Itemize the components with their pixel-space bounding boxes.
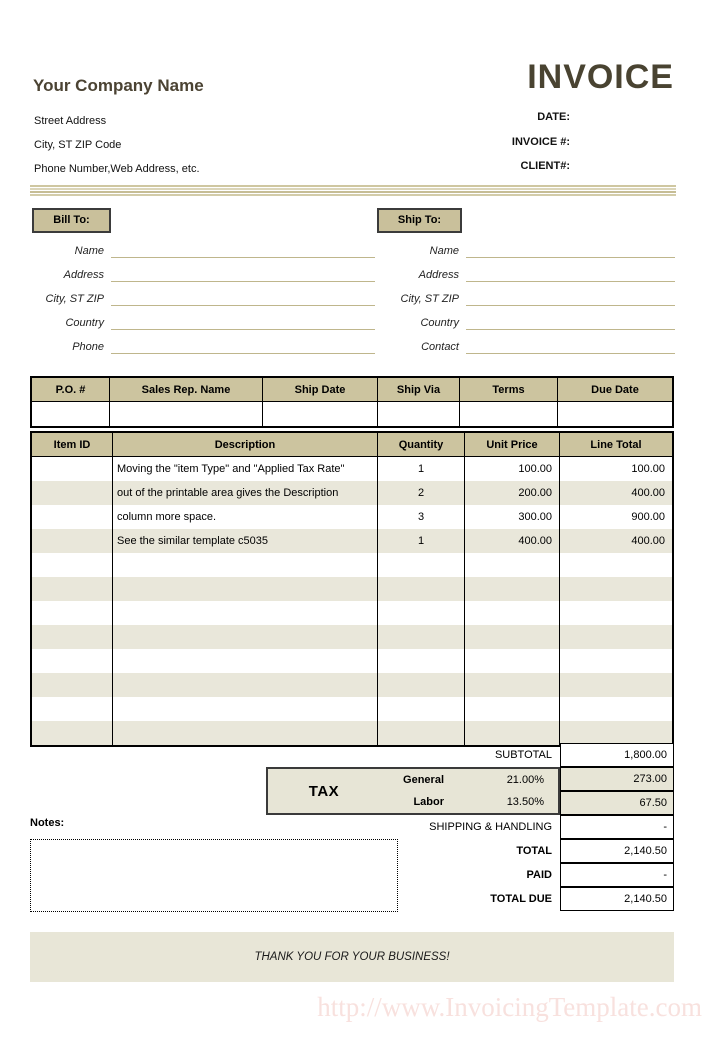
item-id-cell	[32, 625, 113, 649]
ship-to-fields	[377, 234, 675, 354]
total-due-value: 2,140.50	[560, 887, 674, 911]
total-due-label: TOTAL DUE	[490, 893, 552, 905]
party-field-row	[377, 258, 675, 282]
unit-price-cell	[465, 721, 560, 745]
field-label: Contact	[421, 341, 459, 353]
description-cell: Moving the "item Type" and "Applied Tax Rate"	[113, 457, 378, 481]
tax-name: Labor	[413, 796, 444, 808]
po-header-cell: Due Date	[558, 378, 672, 402]
line-total-cell	[560, 649, 672, 673]
unit-price-cell	[465, 625, 560, 649]
unit-price-cell: 100.00	[465, 457, 560, 481]
description-cell	[113, 649, 378, 673]
description-cell	[113, 601, 378, 625]
description-cell	[113, 721, 378, 745]
line-total-cell	[560, 601, 672, 625]
po-cell[interactable]	[32, 402, 110, 426]
description-cell: out of the printable area gives the Description	[113, 481, 378, 505]
item-id-cell	[32, 721, 113, 745]
items-table	[30, 431, 674, 747]
quantity-cell	[378, 697, 465, 721]
po-cell[interactable]	[558, 402, 672, 426]
tax-row	[380, 769, 558, 791]
description-cell: See the similar template c5035	[113, 529, 378, 553]
po-cell[interactable]	[110, 402, 263, 426]
unit-price-cell	[465, 673, 560, 697]
quantity-cell	[378, 673, 465, 697]
company-address-line: Phone Number,Web Address, etc.	[34, 163, 200, 175]
field-label: City, ST ZIP	[45, 293, 104, 305]
field-label: Phone	[72, 341, 104, 353]
field-label: Country	[65, 317, 104, 329]
unit-price-cell	[465, 601, 560, 625]
shipping-label: SHIPPING & HANDLING	[429, 821, 552, 833]
fill-line[interactable]	[466, 237, 675, 258]
line-total-cell: 900.00	[631, 511, 665, 523]
field-label: Address	[63, 269, 104, 281]
ship-to-header: Ship To:	[377, 208, 462, 233]
unit-price-cell	[465, 697, 560, 721]
item-id-cell	[32, 505, 113, 529]
field-label: Country	[420, 317, 459, 329]
line-total-cell: 100.00	[631, 463, 665, 475]
po-header-cell: Ship Date	[263, 378, 378, 402]
tax-labor-amount: 67.50	[560, 791, 674, 815]
total-value: 2,140.50	[560, 839, 674, 863]
party-field-row	[377, 306, 675, 330]
header-divider	[30, 185, 676, 197]
fill-line[interactable]	[466, 285, 675, 306]
field-label: Name	[429, 245, 459, 257]
po-header-cell: Sales Rep. Name	[110, 378, 263, 402]
fill-line[interactable]	[111, 285, 375, 306]
unit-price-cell	[465, 553, 560, 577]
item-id-cell	[32, 529, 113, 553]
line-total-cell	[560, 721, 672, 745]
item-id-cell	[32, 481, 113, 505]
tax-rate: 13.50%	[506, 796, 544, 808]
line-total-cell	[560, 553, 672, 577]
po-cell[interactable]	[263, 402, 378, 426]
field-label: City, ST ZIP	[400, 293, 459, 305]
description-cell	[113, 553, 378, 577]
po-header-cell: Terms	[460, 378, 558, 402]
quantity-cell	[378, 721, 465, 745]
tax-rate: 21.00%	[506, 774, 544, 786]
total-label: TOTAL	[516, 845, 552, 857]
party-field-row	[32, 306, 375, 330]
item-id-cell	[32, 577, 113, 601]
invoice-number-label: INVOICE #:	[511, 136, 570, 148]
client-number-label: CLIENT#:	[520, 160, 570, 172]
tax-general-amount: 273.00	[560, 767, 674, 791]
notes-box[interactable]	[30, 839, 398, 912]
quantity-cell	[378, 577, 465, 601]
bill-to-fields	[32, 234, 375, 354]
totals-value-column	[560, 743, 674, 911]
shipping-value: -	[560, 815, 674, 839]
quantity-cell	[378, 649, 465, 673]
subtotal-value: 1,800.00	[560, 743, 674, 767]
company-name: Your Company Name	[33, 76, 204, 95]
description-cell	[113, 577, 378, 601]
unit-price-cell: 200.00	[465, 481, 560, 505]
fill-line[interactable]	[111, 237, 375, 258]
party-field-row	[377, 282, 675, 306]
description-cell	[113, 625, 378, 649]
party-field-row	[32, 234, 375, 258]
company-address-line: Street Address	[34, 115, 107, 127]
fill-line[interactable]	[466, 333, 675, 354]
fill-line[interactable]	[466, 261, 675, 282]
items-header-cell: Item ID	[32, 433, 113, 457]
po-header-cell: Ship Via	[378, 378, 460, 402]
date-label: DATE:	[537, 111, 570, 123]
quantity-cell	[378, 625, 465, 649]
paid-value: -	[560, 863, 674, 887]
tax-box	[266, 767, 560, 815]
fill-line[interactable]	[111, 333, 375, 354]
line-total-cell	[560, 673, 672, 697]
quantity-cell: 2	[378, 481, 465, 505]
party-field-row	[32, 330, 375, 354]
quantity-cell: 1	[378, 529, 465, 553]
party-field-row	[32, 282, 375, 306]
items-header-cell: Quantity	[378, 433, 465, 457]
tax-rows	[380, 769, 558, 813]
item-id-cell	[32, 673, 113, 697]
invoice-title: INVOICE	[527, 58, 674, 96]
notes-label: Notes:	[30, 817, 65, 829]
unit-price-cell: 300.00	[465, 505, 560, 529]
line-total-cell: 400.00	[560, 481, 672, 505]
field-label: Address	[418, 269, 459, 281]
item-id-cell	[32, 649, 113, 673]
unit-price-cell	[465, 649, 560, 673]
quantity-cell: 1	[378, 457, 465, 481]
po-cell[interactable]	[378, 402, 460, 426]
items-header-cell: Line Total	[560, 433, 672, 457]
tax-name: General	[403, 774, 444, 786]
line-total-cell	[560, 697, 672, 721]
company-address-line: City, ST ZIP Code	[34, 139, 122, 151]
fill-line[interactable]	[111, 261, 375, 282]
item-id-cell	[32, 553, 113, 577]
party-field-row	[377, 234, 675, 258]
paid-label: PAID	[526, 869, 552, 881]
quantity-cell	[378, 553, 465, 577]
description-cell: column more space.	[113, 505, 378, 529]
items-header-cell: Description	[113, 433, 378, 457]
po-header-cell: P.O. #	[32, 378, 110, 402]
item-id-cell	[32, 601, 113, 625]
party-field-row	[377, 330, 675, 354]
item-id-cell	[32, 697, 113, 721]
items-header-cell: Unit Price	[465, 433, 560, 457]
quantity-cell: 3	[378, 505, 465, 529]
watermark: http://www.InvoicingTemplate.com	[317, 992, 702, 1022]
bill-to-header: Bill To:	[32, 208, 111, 233]
unit-price-cell: 400.00	[465, 529, 560, 553]
tax-row	[380, 791, 558, 813]
unit-price-cell	[465, 577, 560, 601]
thank-you-banner: THANK YOU FOR YOUR BUSINESS!	[30, 932, 674, 982]
fill-line[interactable]	[466, 309, 675, 330]
quantity-cell	[378, 601, 465, 625]
description-cell	[113, 673, 378, 697]
field-label: Name	[74, 245, 104, 257]
tax-title: TAX	[308, 782, 340, 800]
po-cell[interactable]	[460, 402, 558, 426]
party-field-row	[32, 258, 375, 282]
item-id-cell	[32, 457, 113, 481]
description-cell	[113, 697, 378, 721]
subtotal-label: SUBTOTAL	[494, 749, 552, 761]
line-total-cell	[560, 577, 672, 601]
line-total-cell: 400.00	[560, 529, 672, 553]
po-table	[30, 376, 674, 428]
fill-line[interactable]	[111, 309, 375, 330]
line-total-cell	[560, 625, 672, 649]
